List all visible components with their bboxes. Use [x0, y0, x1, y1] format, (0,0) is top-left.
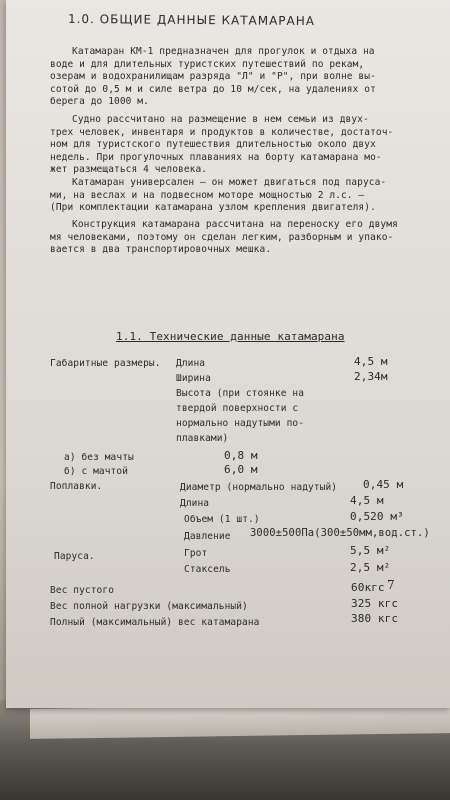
sails-label: Паруса. — [54, 551, 95, 562]
grot-value: 5,5 м² — [350, 544, 391, 557]
height-label-line3: нормально надутыми по- — [176, 418, 305, 429]
gabarit-label: Габаритные размеры. — [50, 358, 161, 369]
paragraph-line: трех человек, инвентаря и продуктов в количестве, достаточ- — [50, 126, 394, 138]
paragraph-line: (При комплектации катамарана узлом крепления двигателя). — [50, 202, 376, 213]
height-label-line2: твердой поверхности с — [176, 403, 299, 414]
document-page — [6, 0, 450, 708]
paragraph-line: Судно рассчитано на размещение в нем семьи из двух- — [72, 114, 369, 125]
grot-label: Грот — [184, 548, 208, 559]
width-value: 2,34м — [354, 370, 388, 383]
paragraph-line: недель. При прогулочных плаваниях на борту катамарана мо- — [50, 151, 382, 163]
no-mast-value: 0,8 м — [224, 449, 258, 462]
paragraph-line: Катамаран универсален — он может двигаться под парусa- — [72, 177, 387, 188]
volume-value: 0,520 м³ — [350, 510, 404, 523]
paragraph-line: сотой до 0,5 м и силе ветра до 10 м/сек, на удалениях от — [50, 83, 376, 95]
paragraph-line: берега до 1000 м. — [50, 96, 149, 107]
paragraph-line: Катамаран КМ-1 предназначен для прогулок и отдыха на — [72, 46, 375, 57]
full-weight-label: Полный (максимальный) вес катамарана — [50, 617, 260, 628]
width-label: Ширина — [176, 373, 211, 384]
page-number: 7 — [387, 578, 395, 592]
paragraph-line: мя человеками, поэтому он сделан легким, разборным и упако- — [50, 231, 394, 243]
paragraph-line: ном для туристского путешествия длительностью около двух — [50, 139, 376, 150]
volume-label: Объем (1 шт.) — [184, 514, 260, 525]
height-label-line1: Высота (при стоянке на — [176, 388, 305, 399]
max-load-value: 325 кгс — [351, 597, 399, 610]
pressure-label: Давление — [184, 531, 231, 542]
with-mast-label: б) с мачтой — [64, 466, 129, 477]
paragraph-line: вается в два транспортировочных мешка. — [50, 244, 272, 255]
height-label-line4: плавками) — [176, 433, 229, 444]
paragraph-line: воде и для длительных туристских путешествий по рекам, — [50, 58, 365, 70]
staksel-value: 2,5 м² — [350, 561, 391, 574]
length-label: Длина — [176, 358, 206, 369]
empty-weight-value: 60кгс — [351, 581, 385, 594]
underlying-page — [30, 703, 450, 739]
pressure-value: 3000±500Па(300±50мм,вод.ст.) — [250, 527, 430, 539]
float-length-value: 4,5 м — [350, 494, 384, 507]
diameter-value: 0,45 м — [363, 478, 404, 491]
section-subheading: 1.1. Технические данные катамарана — [116, 330, 345, 343]
diameter-label: Диаметр (нормально надутый) — [180, 482, 338, 493]
empty-weight-label: Вес пустого — [50, 585, 115, 596]
full-weight-value: 380 кгс — [351, 612, 399, 625]
paragraph-line: озерам и водохранилищам разряда "Л" и "Р", при волне вы- — [50, 71, 376, 82]
paragraph-line: жет размещаться 4 человека. — [50, 164, 208, 175]
staksel-label: Стаксель — [184, 564, 231, 575]
max-load-label: Вес полной нагрузки (максимальный) — [50, 601, 248, 612]
float-length-label: Длина — [180, 498, 210, 509]
with-mast-value: 6,0 м — [224, 463, 258, 476]
page-heading: 1.0. ОБЩИЕ ДАННЫЕ КАТАМАРАНА — [67, 11, 316, 29]
length-value: 4,5 м — [354, 355, 388, 368]
floats-label: Поплавки. — [50, 481, 103, 492]
no-mast-label: а) без мачты — [64, 452, 134, 463]
paragraph-line: Конструкция катамарана рассчитана на переноску его двумя — [72, 219, 398, 230]
paragraph-line: ми, на веслах и на подвесном моторе мощностью 2 л.с. — — [50, 189, 365, 201]
